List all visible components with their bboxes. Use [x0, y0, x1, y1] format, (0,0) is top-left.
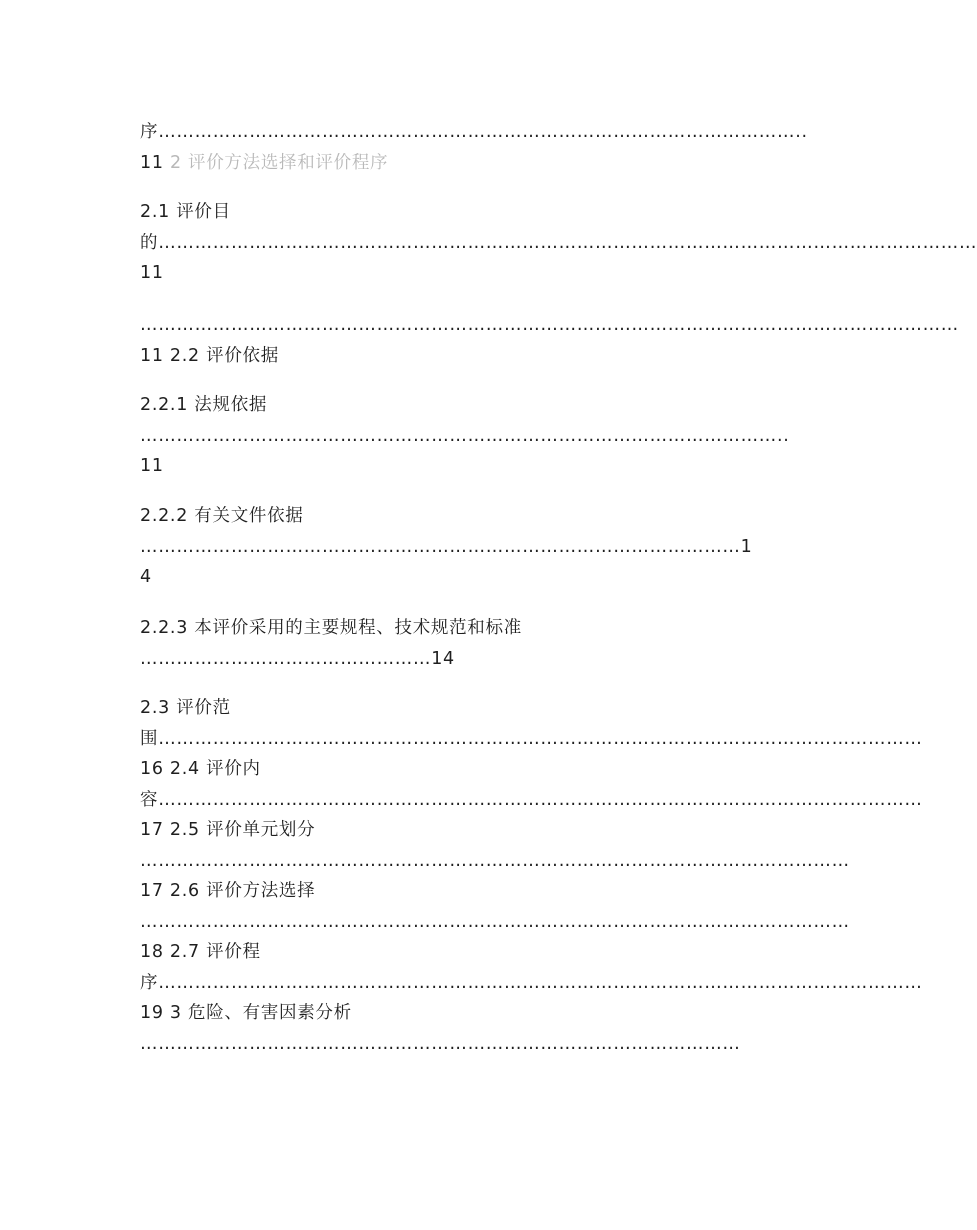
toc-entry-sequence [140, 117, 814, 178]
toc-entry-2-1: 2.1 评价目 的……………………………………………………………………………………………………………………… 11 [140, 202, 977, 283]
toc-entry-2-2-1: 2.2.1 法规依据 …………………………………………………………………………………………….. 11 [140, 395, 790, 476]
toc-entry-2-2-3: 2.2.3 本评价采用的主要规程、技术规范和标准 …………………………………………14 [140, 618, 522, 669]
toc-entry-2-2-2: 2.2.2 有关文件依据 ………………………………………………………………………………………1 4 [140, 506, 753, 587]
toc-entry-2-2: ……………………………………………………………………………………………………………………… 11 2.2 评价依据 [140, 315, 966, 366]
toc-entry-sequence-text: 序…………………………………………………………………………………………….. 11 [140, 122, 814, 173]
toc-heading-chapter-2-faded: 2 评价方法选择和评价程序 [169, 152, 389, 173]
toc-entries-2-3-to-3: 2.3 评价范 围………………………………………………………………………………………………………………16 2.4 评价内 容………………………………………………………………………………………………………………17 2.5 评价单元划分 ………………………………………………………………………………………………………17 2.6 评价方法选择 ………………………………………………………………………………………………………18 2.7 评价程 序………………………………………………………………………………………………………………19 3 危险、有害因素分析 ……………………………………………………………………………………… [140, 698, 923, 1054]
